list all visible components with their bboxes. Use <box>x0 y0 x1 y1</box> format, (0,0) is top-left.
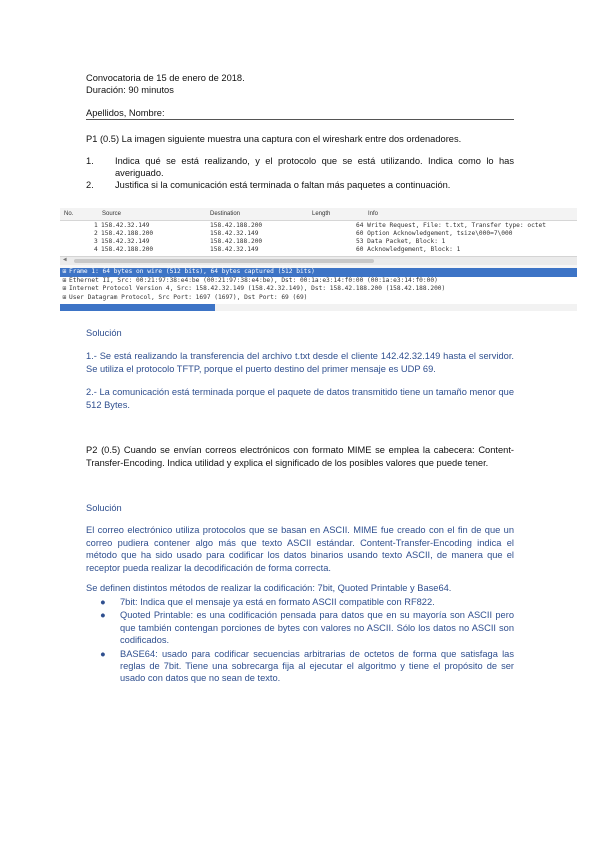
detail-row-frame[interactable] <box>60 268 577 277</box>
detail-text: Internet Protocol Version 4, Src: 158.42.32.149 (158.42.32.149), Dst: 158.42.188.200 (158.42.188.200) <box>69 285 446 292</box>
column-source: Source <box>102 211 122 217</box>
exam-date: Convocatoria de 15 de enero de 2018. <box>86 73 245 83</box>
expand-icon[interactable]: ⊞ <box>62 268 67 275</box>
packet-destination: 158.42.188.200 <box>210 222 263 229</box>
detail-text: Frame 1: 64 bytes on wire (512 bits), 64 bytes captured (512 bits) <box>69 268 315 275</box>
packet-no: 2 <box>94 230 98 237</box>
name-label: Apellidos, Nombre: <box>86 108 165 118</box>
encoding-item-text: BASE64: usado para codificar secuencias arbitrarias de octetos de forma que satisfaga las reglas de 7bit. Tiene una sobrecarga fija al ejecutar el algoritmo y tiene el propósito de ser usado con datos que no sean de texto. <box>120 648 514 684</box>
detail-row-ethernet[interactable] <box>60 277 577 286</box>
p1-item-text: Justifica si la comunicación está terminada o faltan más paquetes a continuación. <box>115 180 451 190</box>
packet-source: 158.42.188.200 <box>101 230 154 237</box>
p1-item <box>86 179 514 191</box>
packet-info: 64 Write Request, File: t.txt, Transfer type: octet <box>356 222 546 229</box>
packet-no: 4 <box>94 246 98 253</box>
bullet-icon: ● <box>100 648 106 659</box>
encoding-item-7bit <box>86 596 514 608</box>
p1-item-number: 1. <box>86 156 94 166</box>
packet-source: 158.42.32.149 <box>101 222 150 229</box>
packet-info: 60 Acknowledgement, Block: 1 <box>356 246 461 253</box>
column-info: Info <box>368 211 379 217</box>
solution-2-methods: Se definen distintos métodos de realizar la codificación: 7bit, Quoted Printable y Base64. <box>86 583 452 593</box>
p2-question: P2 (0.5) Cuando se envían correos electrónicos con formato MIME se emplea la cabecera: Content-Transfer-Encoding. Indica utilidad y explica el significado de los posibles valores que puede tener. <box>86 445 514 468</box>
packet-source: 158.42.32.149 <box>101 238 150 245</box>
packet-row <box>60 222 577 230</box>
expand-icon[interactable]: ⊞ <box>62 276 67 284</box>
p1-item-list <box>86 155 514 191</box>
detail-row-ip[interactable] <box>60 285 577 294</box>
packet-source: 158.42.188.200 <box>101 246 154 253</box>
packet-no: 1 <box>94 222 98 229</box>
solution-1-answer-2: 2.- La comunicación está terminada porque el paquete de datos transmitido tiene un tamaño menor que 512 Bytes. <box>86 387 514 410</box>
column-no: No. <box>64 211 74 217</box>
detail-text: User Datagram Protocol, Src Port: 1697 (1697), Dst Port: 69 (69) <box>69 293 308 301</box>
p1-item-number: 2. <box>86 180 94 190</box>
column-length: Length <box>312 211 331 217</box>
expand-icon[interactable]: ⊞ <box>62 285 67 292</box>
solution-1-answer-1: 1.- Se está realizando la transferencia del archivo t.txt desde el cliente 142.42.32.149 hasta el servidor. Se utiliza el protocolo TFTP, porque el puerto destino del primer mensaje es UDP 69. <box>86 351 514 374</box>
wireshark-capture <box>60 208 577 312</box>
exam-duration: Duración: 90 minutos <box>86 85 174 95</box>
packet-list-header <box>60 208 577 221</box>
p1-item <box>86 155 514 179</box>
encoding-item-text: 7bit: Indica que el mensaje ya está en formato ASCII compatible con RF822. <box>120 597 435 607</box>
encoding-item-text: Quoted Printable: es una codificación pensada para datos que en su mayoría son ASCII pero que también contengan porciones de bytes con valores no ASCII. Sólo los datos no ASCII son codificados. <box>120 610 514 646</box>
p1-item-text: Indica qué se está realizando, y el protocolo que se está utilizando. Indica como lo has averiguado. <box>115 156 514 178</box>
solution-2-intro: El correo electrónico utiliza protocolos que se basan en ASCII. MIME fue creado con el fin de que un correo pudiera contener algo más que texto ASCII estándar. Content-Transfer-Encoding indica el método que ha sido usado para codificar los datos binarios usando texto ASCII, de manera que el receptor pueda realizar la decodificación de forma correcta. <box>86 525 514 573</box>
hex-pane-selection <box>60 304 215 311</box>
packet-info: 53 Data Packet, Block: 1 <box>356 238 446 245</box>
scroll-left-icon[interactable]: ◀ <box>63 256 67 263</box>
solution-2-heading: Solución <box>86 503 122 513</box>
solution-1-heading: Solución <box>86 328 122 338</box>
hex-pane <box>215 304 577 311</box>
detail-row-udp[interactable] <box>60 294 577 303</box>
packet-row <box>60 246 577 254</box>
name-underline <box>86 119 514 120</box>
scrollbar-thumb[interactable] <box>74 259 374 263</box>
packet-row <box>60 238 577 246</box>
bullet-icon: ● <box>100 610 106 621</box>
packet-destination: 158.42.188.200 <box>210 238 263 245</box>
column-destination: Destination <box>210 211 241 217</box>
packet-no: 3 <box>94 238 98 245</box>
encoding-item-quoted-printable <box>86 609 514 646</box>
packet-info: 60 Option Acknowledgement, tsize\000=7\000 <box>356 230 513 237</box>
packet-row <box>60 230 577 238</box>
p1-question: P1 (0.5) La imagen siguiente muestra una captura con el wireshark entre dos ordenadores. <box>86 134 462 144</box>
encoding-list <box>86 596 514 686</box>
encoding-item-base64 <box>86 648 514 685</box>
packet-destination: 158.42.32.149 <box>210 230 259 237</box>
expand-icon[interactable]: ⊞ <box>62 293 67 301</box>
detail-text: Ethernet II, Src: 00:21:97:38:e4:be (00:21:97:38:e4:be), Dst: 00:1a:e3:14:f0:00 (00:1a:e3:14:f0:00) <box>69 276 438 284</box>
bullet-icon: ● <box>100 597 106 607</box>
packet-destination: 158.42.32.149 <box>210 246 259 253</box>
